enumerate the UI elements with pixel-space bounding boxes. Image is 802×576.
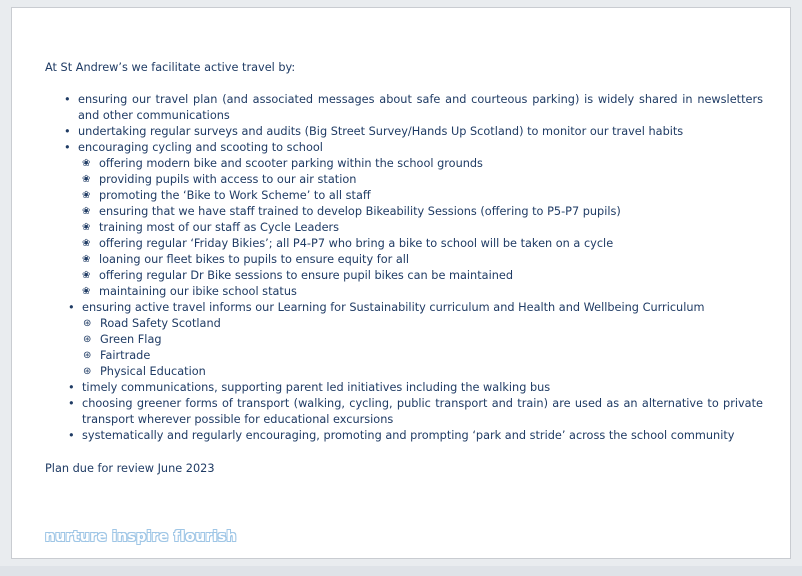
sublist-item-text: offering regular ‘Friday Bikies’; all P4-P7 who bring a bike to school will be taken on a cycle: [99, 237, 614, 250]
sublist-item: [48, 204, 763, 220]
sublist-item-text: loaning our fleet bikes to pupils to ensure equity for all: [99, 253, 410, 266]
sublist-item: [48, 252, 763, 268]
list-item-text: encouraging cycling and scooting to school: [78, 141, 323, 154]
sublist-item: [48, 348, 763, 364]
disc-bullet-icon: •: [68, 429, 75, 442]
list-item: [48, 380, 763, 396]
page-bottom-strip: [0, 566, 802, 576]
cycling-sublist: [48, 156, 763, 300]
sublist-item-text: Green Flag: [100, 333, 162, 346]
sublist-item: [48, 316, 763, 332]
list-item-text: systematically and regularly encouraging, promoting and prompting ‘park and stride’ across the school community: [82, 429, 735, 442]
curriculum-sublist: [48, 316, 763, 380]
list-item-text: timely communications, supporting parent led initiatives including the walking bus: [82, 381, 551, 394]
sublist-item: [48, 156, 763, 172]
flower-bullet-icon: ❀: [82, 270, 91, 281]
flower-bullet-icon: ❀: [82, 286, 91, 297]
sublist-item-text: offering modern bike and scooter parking within the school grounds: [99, 157, 483, 170]
globe-bullet-icon: ⊛: [83, 366, 92, 377]
sublist-item: [48, 364, 763, 380]
sublist-item: [48, 236, 763, 252]
disc-bullet-icon: •: [64, 93, 71, 106]
list-item: [48, 300, 763, 316]
list-item: [48, 140, 763, 156]
list-item: [48, 92, 763, 124]
active-travel-list: [48, 92, 763, 444]
review-date-text: Plan due for review June 2023: [45, 462, 215, 475]
list-item-text: undertaking regular surveys and audits (Big Street Survey/Hands Up Scotland) to monitor our travel habits: [78, 125, 684, 138]
flower-bullet-icon: ❀: [82, 190, 91, 201]
list-item: [48, 124, 763, 140]
flower-bullet-icon: ❀: [82, 238, 91, 249]
sublist-item-text: ensuring that we have staff trained to develop Bikeability Sessions (offering to P5-P7 pupils): [99, 205, 621, 218]
sublist-item: [48, 188, 763, 204]
disc-bullet-icon: •: [68, 301, 75, 314]
sublist-item: [48, 220, 763, 236]
curriculum-sublist-item: [48, 316, 763, 380]
sublist-item: [48, 332, 763, 348]
sublist-item: [48, 172, 763, 188]
disc-bullet-icon: •: [68, 397, 75, 410]
sublist-item-text: Road Safety Scotland: [100, 317, 221, 330]
globe-bullet-icon: ⊛: [83, 334, 92, 345]
school-motto: nurture inspire flourish: [45, 529, 237, 545]
list-item-text: choosing greener forms of transport (walking, cycling, public transport and train) are used as an alternative to private transport wherever possible for educational excursions: [82, 397, 763, 426]
flower-bullet-icon: ❀: [82, 222, 91, 233]
sublist-item-text: training most of our staff as Cycle Leaders: [99, 221, 340, 234]
sublist-item-text: offering regular Dr Bike sessions to ensure pupil bikes can be maintained: [99, 269, 513, 282]
disc-bullet-icon: •: [68, 381, 75, 394]
disc-bullet-icon: •: [64, 125, 71, 138]
sublist-item-text: providing pupils with access to our air station: [99, 173, 357, 186]
sublist-item-text: maintaining our ibike school status: [99, 285, 297, 298]
document-page: [11, 7, 791, 559]
list-item-text: ensuring our travel plan (and associated messages about safe and courteous parking) is widely shared in newsletters and other communications: [78, 93, 763, 122]
globe-bullet-icon: ⊛: [83, 318, 92, 329]
list-item-text: ensuring active travel informs our Learning for Sustainability curriculum and Health and Wellbeing Curriculum: [82, 301, 705, 314]
intro-text: At St Andrew’s we facilitate active travel by:: [45, 61, 296, 74]
sublist-item-text: Physical Education: [100, 365, 206, 378]
cycling-sublist-item: [48, 156, 763, 300]
sublist-item-text: Fairtrade: [100, 349, 151, 362]
disc-bullet-icon: •: [64, 141, 71, 154]
flower-bullet-icon: ❀: [82, 206, 91, 217]
flower-bullet-icon: ❀: [82, 158, 91, 169]
flower-bullet-icon: ❀: [82, 174, 91, 185]
sublist-item-text: promoting the ‘Bike to Work Scheme’ to all staff: [99, 189, 371, 202]
list-item: [48, 428, 763, 444]
sublist-item: [48, 284, 763, 300]
globe-bullet-icon: ⊛: [83, 350, 92, 361]
sublist-item: [48, 268, 763, 284]
list-item: [48, 396, 763, 428]
flower-bullet-icon: ❀: [82, 254, 91, 265]
